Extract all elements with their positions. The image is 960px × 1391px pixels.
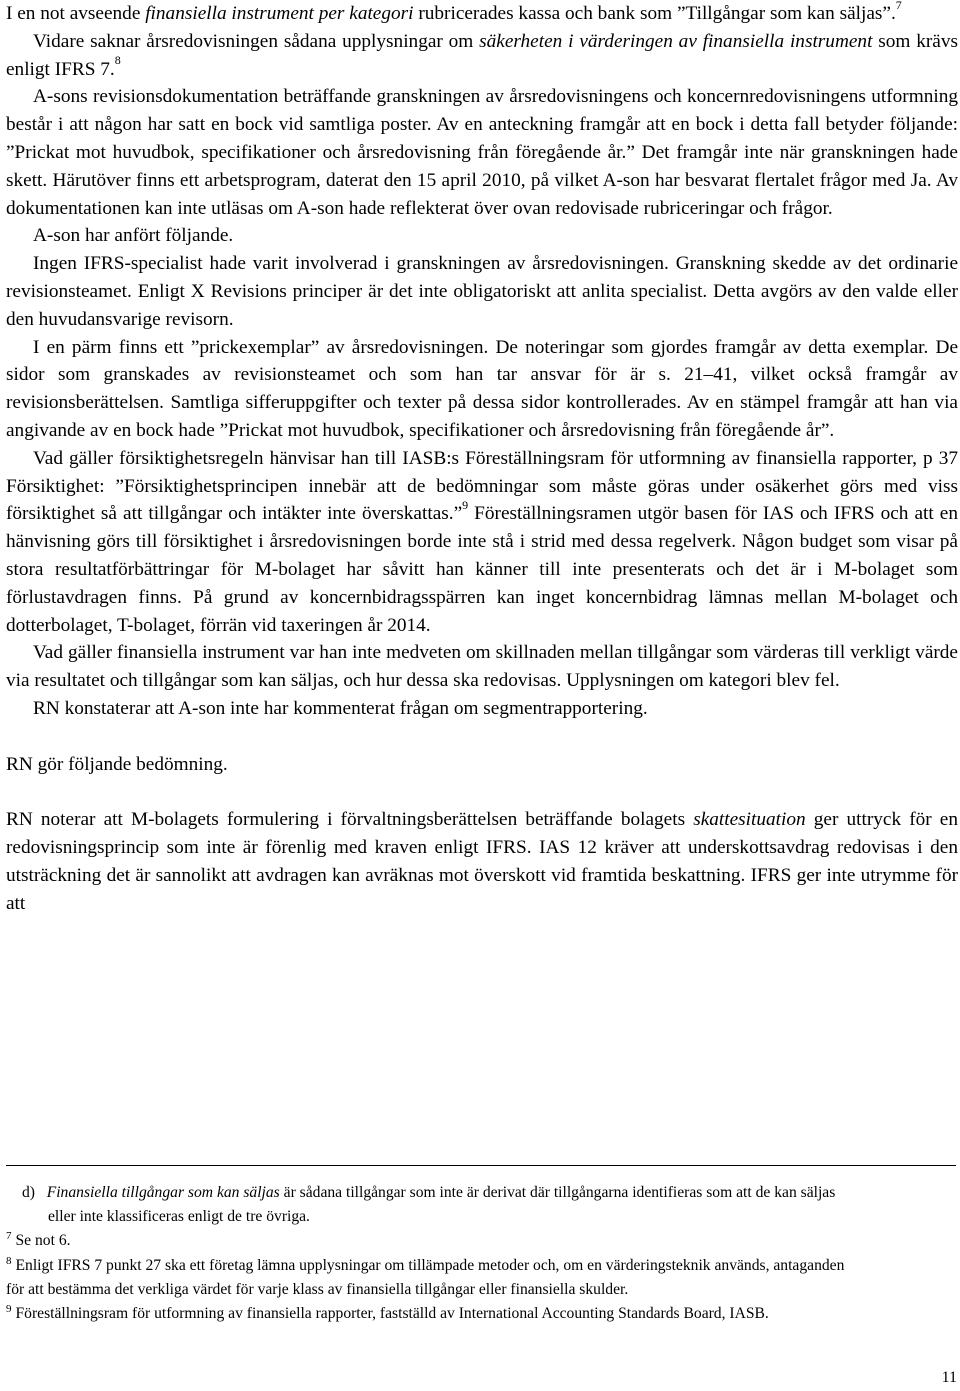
- page-number: 11: [941, 1369, 957, 1386]
- footnote-text: Se not 6.: [15, 1232, 71, 1250]
- footnote-text: Föreställningsram för utformning av finansiella rapporter, fastställd av International Accounting Standards Board, IASB.: [15, 1305, 769, 1323]
- text-run: I en not avseende: [6, 3, 146, 24]
- paragraph-2: [6, 28, 958, 84]
- paragraph-4: A-son har anfört följande.: [33, 225, 234, 247]
- paragraph-5: Ingen IFRS-specialist hade varit involverad i granskningen av årsredovisningen. Granskning skedde av det ordinarie revisionsteamet. Enligt X Revisions principer är det inte obligatoriskt att anlita specialist. Detta avgörs av den valde eller den huvudansvarige revisorn.: [6, 253, 958, 330]
- italic-term: Finansiella tillgångar som kan säljas: [46, 1184, 280, 1201]
- text-run: Vad gäller försiktighetsregeln hänvisar han till IASB:s Föreställningsram för utformning av finansiella rapporter, p 37 Försiktighet: ”Försiktighetsprincipen innebär att de bedömningar som måste göras under osäkerhet görs med viss försiktighet så att tillgångar och intäkter inte överskattas.”: [6, 447, 958, 525]
- footnote-number: 9: [6, 1303, 12, 1316]
- italic-term: skattesituation: [693, 809, 806, 831]
- paragraph-3: A-sons revisionsdokumentation beträffande granskningen av årsredovisningens och koncernredovisningens utformning består i att någon har satt en bock vid samtliga poster. Av en anteckning framgår att en bock i detta fall betyder följande: ”Prickat mot huvudbok, specifikationer och årsredovisning från föregående år.” Det framgår inte när granskningen hade skett. Härutöver finns ett arbetsprogram, daterat den 15 april 2010, på vilket A-son har besvarat flertalet frågor med Ja. Av dokumentationen kan inte utläsas om A-son hade reflekterat över ovan redovisade rubriceringar och frågor.: [6, 86, 958, 219]
- footnote-label: d): [22, 1184, 35, 1201]
- footnote-8: [6, 1254, 846, 1302]
- paragraph-9: RN konstaterar att A-son inte har kommenterat frågan om segmentrapportering.: [33, 697, 648, 719]
- paragraph-10: RN gör följande bedömning.: [6, 753, 228, 775]
- paragraph-6: I en pärm finns ett ”prickexemplar” av årsredovisningen. De noteringar som gjordes framgår av detta exemplar. De sidor som granskades av revisionsteamet och som han tar ansvar för är s. 21–41, vilket också framgår av revisionsberättelsen. Samtliga sifferuppgifter och texter på dessa sidor kontrollerades. Av en stämpel framgår att han via angivande av en bock hade ”Prickat mot huvudbok, specifikationer och årsredovisning från föregående år”.: [6, 336, 958, 441]
- footnote-text: är sådana tillgångar som inte är derivat där tillgångarna identifieras som att de kan säljas eller inte klassificeras enligt de tre övriga.: [48, 1184, 836, 1226]
- footnote-9: [6, 1302, 846, 1326]
- footnotes: [6, 1181, 846, 1326]
- paragraph-1: [6, 0, 958, 28]
- footnote-ref-7: 7: [895, 0, 902, 12]
- text-run: som krävs enligt IFRS 7.: [6, 30, 959, 80]
- footnote-d: [6, 1181, 846, 1229]
- footnote-7: [6, 1229, 846, 1253]
- paragraph-8: Vad gäller finansiella instrument var han inte medveten om skillnaden mellan tillgångar som värderas till verkligt värde via resultatet och tillgångar som kan säljas, och hur dessa ska redovisas. Upplysningen om kategori blev fel.: [6, 642, 958, 692]
- footnote-text: Enligt IFRS 7 punkt 27 ska ett företag lämna upplysningar om tillämpade metoder och, om en värderingsteknik används, antaganden för att bestämma det verkliga värdet för varje klass av finansiella tillgångar eller finansiella skulder.: [6, 1256, 845, 1298]
- footnote-number: 7: [6, 1230, 12, 1243]
- footnote-ref-9: 9: [462, 497, 469, 512]
- italic-term: säkerheten i värderingen av finansiella instrument: [479, 30, 873, 52]
- text-run: ger uttryck för en redovisningsprincip som inte är förenlig med kraven enligt IFRS. IAS 12 kräver att underskottsavdrag redovisas i den utsträckning det är sannolikt att avdragen kan avräknas mot överskott vid framtida beskattning. IFRS ger inte utrymme för att: [6, 809, 958, 914]
- footnote-ref-8: 8: [114, 53, 121, 68]
- text-run: Föreställningsramen utgör basen för IAS och IFRS och att en hänvisning görs till försiktighet i årsredovisningen borde inte stå i strid med dessa regelverk. Någon budget som visar på stora resultatförbättringar för M-bolaget har såvitt han känner till inte presenterats och det är i M-bolaget som förlustavdragen finns. På grund av koncernbidragsspärren kan inget koncernbidrag lämnas mellan M-bolaget och dotterbolaget, T-bolaget, förrän vid taxeringen år 2014.: [6, 503, 958, 636]
- text-run: RN noterar att M-bolagets formulering i förvaltningsberättelsen beträffande bolagets: [6, 809, 694, 831]
- document-body: [6, 0, 958, 917]
- paragraph-11: [6, 806, 958, 917]
- paragraph-7: [6, 445, 958, 640]
- italic-term: finansiella instrument per kategori: [145, 3, 414, 24]
- text-run: rubricerades kassa och bank som ”Tillgångar som kan säljas”.: [413, 3, 896, 24]
- footnote-number: 8: [6, 1254, 12, 1267]
- footnote-separator: [6, 1165, 956, 1166]
- text-run: Vidare saknar årsredovisningen sådana upplysningar om: [33, 30, 480, 52]
